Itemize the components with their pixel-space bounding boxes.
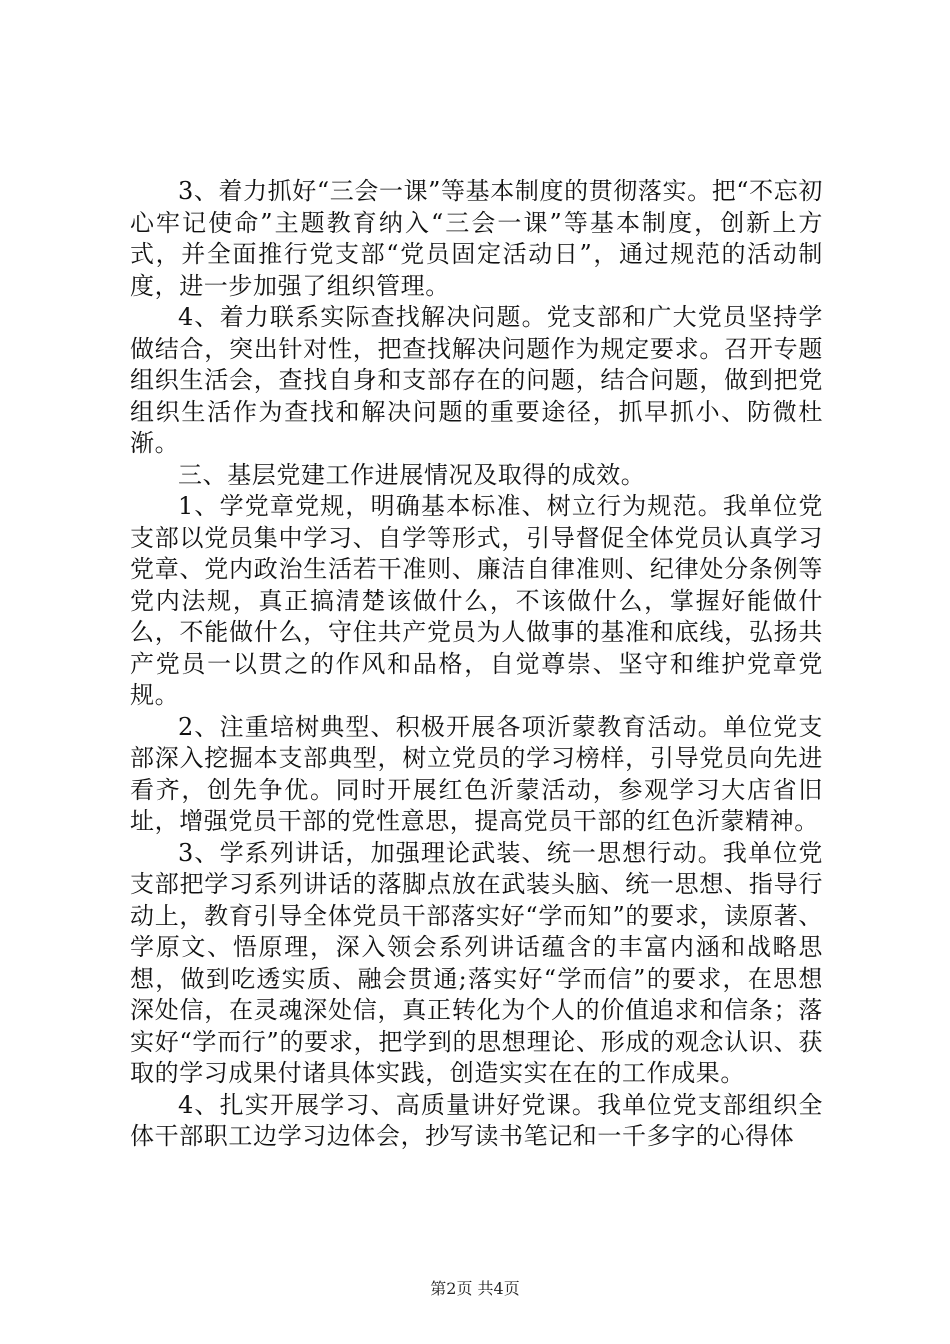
paragraph-item-4-solve-problems: 4、着力联系实际查找解决问题。党支部和广大党员坚持学做结合，突出针对性，把查找解决问题作为规定要求。召开专题组织生活会，查找自身和支部存在的问题，结合问题，做到把党组织生活作为查找和解决问题的重要途径，抓早抓小、防微杜渐。 — [130, 303, 823, 457]
page-number-footer: 第2页 共4页 — [430, 1279, 520, 1298]
section-heading-progress: 三、基层党建工作进展情况及取得的成效。 — [178, 460, 646, 489]
document-body — [130, 176, 823, 1153]
paragraph-item-2-role-models: 2、注重培树典型、积极开展各项沂蒙教育活动。单位党支部深入挖掘本支部典型，树立党员的学习榜样，引导党员向先进看齐，创先争优。同时开展红色沂蒙活动，参观学习大店省旧址，增强党员干部的党性意思，提高党员干部的红色沂蒙精神。 — [130, 712, 823, 835]
paragraph-item-1-party-rules: 1、学党章党规，明确基本标准、树立行为规范。我单位党支部以党员集中学习、自学等形式，引导督促全体党员认真学习党章、党内政治生活若干准则、廉洁自律准则、纪律处分条例等党内法规，真正搞清楚该做什么，不该做什么，掌握好能做什么，不能做什么，守住共产党员为人做事的基准和底线，弘扬共产党员一以贯之的作风和品格，自觉尊崇、坚守和维护党章党规。 — [130, 492, 823, 709]
paragraph-item-4-party-lessons: 4、扎实开展学习、高质量讲好党课。我单位党支部组织全体干部职工边学习边体会，抄写读书笔记和一千多字的心得体 — [130, 1090, 823, 1150]
paragraph-item-3-sanhui-yike: 3、着力抓好“三会一课”等基本制度的贯彻落实。把“不忘初心牢记使命”主题教育纳入“三会一课”等基本制度，创新上方式，并全面推行党支部“党员固定活动日”，通过规范的活动制度，进一步加强了组织管理。 — [130, 177, 823, 300]
paragraph-item-3-study-speeches: 3、学系列讲话，加强理论武装、统一思想行动。我单位党支部把学习系列讲话的落脚点放在武装头脑、统一思想、指导行动上，教育引导全体党员干部落实好“学而知”的要求，读原著、学原文、悟原理，深入领会系列讲话蕴含的丰富内涵和战略思想，做到吃透实质、融会贯通;落实好“学而信”的要求，在思想深处信，在灵魂深处信，真正转化为个人的价值追求和信条；落实好“学而行”的要求，把学到的思想理论、形成的观念认识、获取的学习成果付诸具体实践，创造实实在在的工作成果。 — [130, 838, 823, 1087]
